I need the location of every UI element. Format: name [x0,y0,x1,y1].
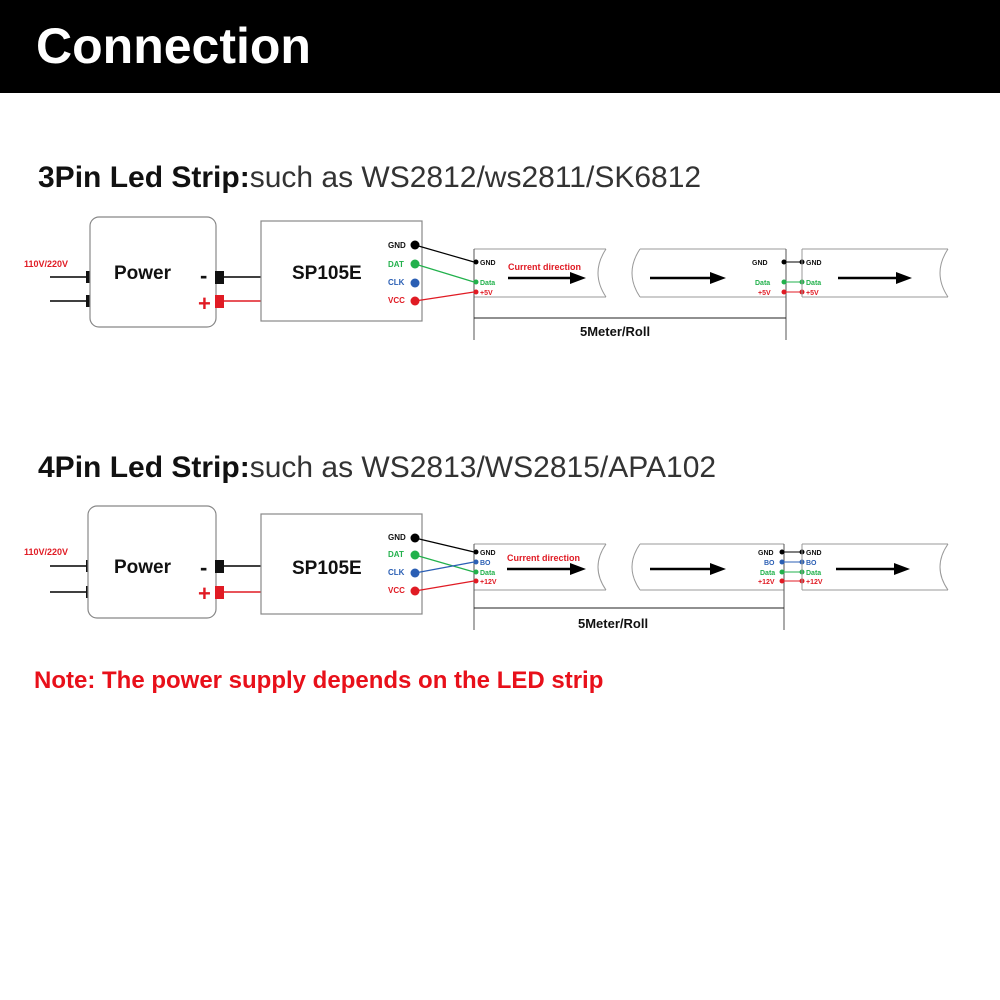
controller-pin-clk: CLK [388,568,405,577]
wiring-diagram-svg [0,205,1000,345]
strip-in-pin-data: Data [480,570,496,577]
strip-out-pin-gnd: GND [752,260,768,267]
controller-label: SP105E [292,558,362,579]
strip-in-pin-data: Data [480,280,496,287]
current-direction-label: Current direction [507,553,581,563]
input-voltage-label: 110V/220V [24,547,69,557]
strip-next-pin-data: Data [806,280,822,287]
strip-break [598,544,606,590]
current-direction-label: Current direction [508,262,582,272]
direction-arrow-head [570,563,586,575]
strip-break [632,249,640,297]
controller-pin-clk: CLK [388,278,405,287]
strip-in-pin-gnd: GND [480,260,496,267]
strip-next-pin-data: Data [806,570,822,577]
section-heading-4pin [38,450,716,486]
controller-pin-dat: DAT [388,550,404,559]
power-minus-terminal [215,560,224,573]
strip-in-pin-gnd: GND [480,550,496,557]
power-supply-label: Power [114,263,172,284]
direction-arrow-head [710,272,726,284]
strip-break [940,249,948,297]
strip-next-pin-vcc: +12V [806,579,823,586]
power-minus-label: - [200,555,208,580]
controller-pin-dot [411,279,420,288]
strip-pin-dot [474,570,479,575]
controller-pin-gnd: GND [388,241,406,250]
power-plus-label: + [198,581,211,606]
strip-length-label: 5Meter/Roll [578,616,649,631]
header-bar [0,0,1000,93]
strip-in-pin-vcc: +12V [480,579,497,586]
data-wire [415,264,474,282]
direction-arrow-head [710,563,726,575]
input-voltage-label: 110V/220V [24,259,69,269]
gnd-wire [415,538,474,552]
strip-pin-dot [474,579,479,584]
strip-break [598,249,606,297]
power-minus-terminal [215,271,224,284]
section-heading-3pin [38,160,701,196]
vcc-wire [415,581,474,591]
power-minus-label: - [200,263,208,288]
power-supply-label: Power [114,557,172,578]
wiring-diagram-4pin [0,498,1000,638]
strip-in-pin-vcc: +5V [480,290,493,297]
strip-pin-dot [474,550,479,555]
controller-pin-gnd: GND [388,533,406,542]
strip-pin-dot [474,280,479,285]
strip-length-label: 5Meter/Roll [580,324,651,339]
direction-arrow-head [894,563,910,575]
strip-pin-dot [474,260,479,265]
vcc-wire [415,292,474,301]
strip-out-pin-data: Data [755,280,771,287]
strip-out-pin-vcc: +12V [758,579,775,586]
wiring-diagram-3pin [0,205,1000,345]
power-supply-note: Note: The power supply depends on the LED strip [34,667,604,694]
strip-out-pin-bo: BO [764,560,775,567]
controller-pin-dat: DAT [388,260,404,269]
strip-out-pin-data: Data [760,570,776,577]
controller-pin-vcc: VCC [388,586,405,595]
strip-out-pin-gnd: GND [758,550,774,557]
strip-out-pin-vcc: +5V [758,290,771,297]
direction-arrow-head [896,272,912,284]
power-plus-terminal [215,295,224,308]
strip-next-pin-bo: BO [806,560,817,567]
strip-break [632,544,640,590]
controller-pin-vcc: VCC [388,296,405,305]
section-heading-detail: such as WS2812/ws2811/SK6812 [249,161,702,194]
strip-next-pin-gnd: GND [806,550,822,557]
section-heading-detail: such as WS2813/WS2815/APA102 [249,451,717,484]
strip-pin-dot [474,290,479,295]
strip-in-pin-bo: BO [480,560,491,567]
section-heading-strong: 3Pin Led Strip: [38,161,250,194]
power-plus-label: + [198,291,211,316]
section-heading-strong: 4Pin Led Strip: [38,451,250,484]
strip-pin-dot [474,560,479,565]
page-title: Connection [36,18,311,74]
strip-break [940,544,948,590]
power-plus-terminal [215,586,224,599]
gnd-wire [415,245,474,262]
wiring-diagram-svg [0,498,1000,638]
direction-arrow-head [570,272,586,284]
strip-next-pin-vcc: +5V [806,290,819,297]
strip-next-pin-gnd: GND [806,260,822,267]
controller-label: SP105E [292,263,362,284]
